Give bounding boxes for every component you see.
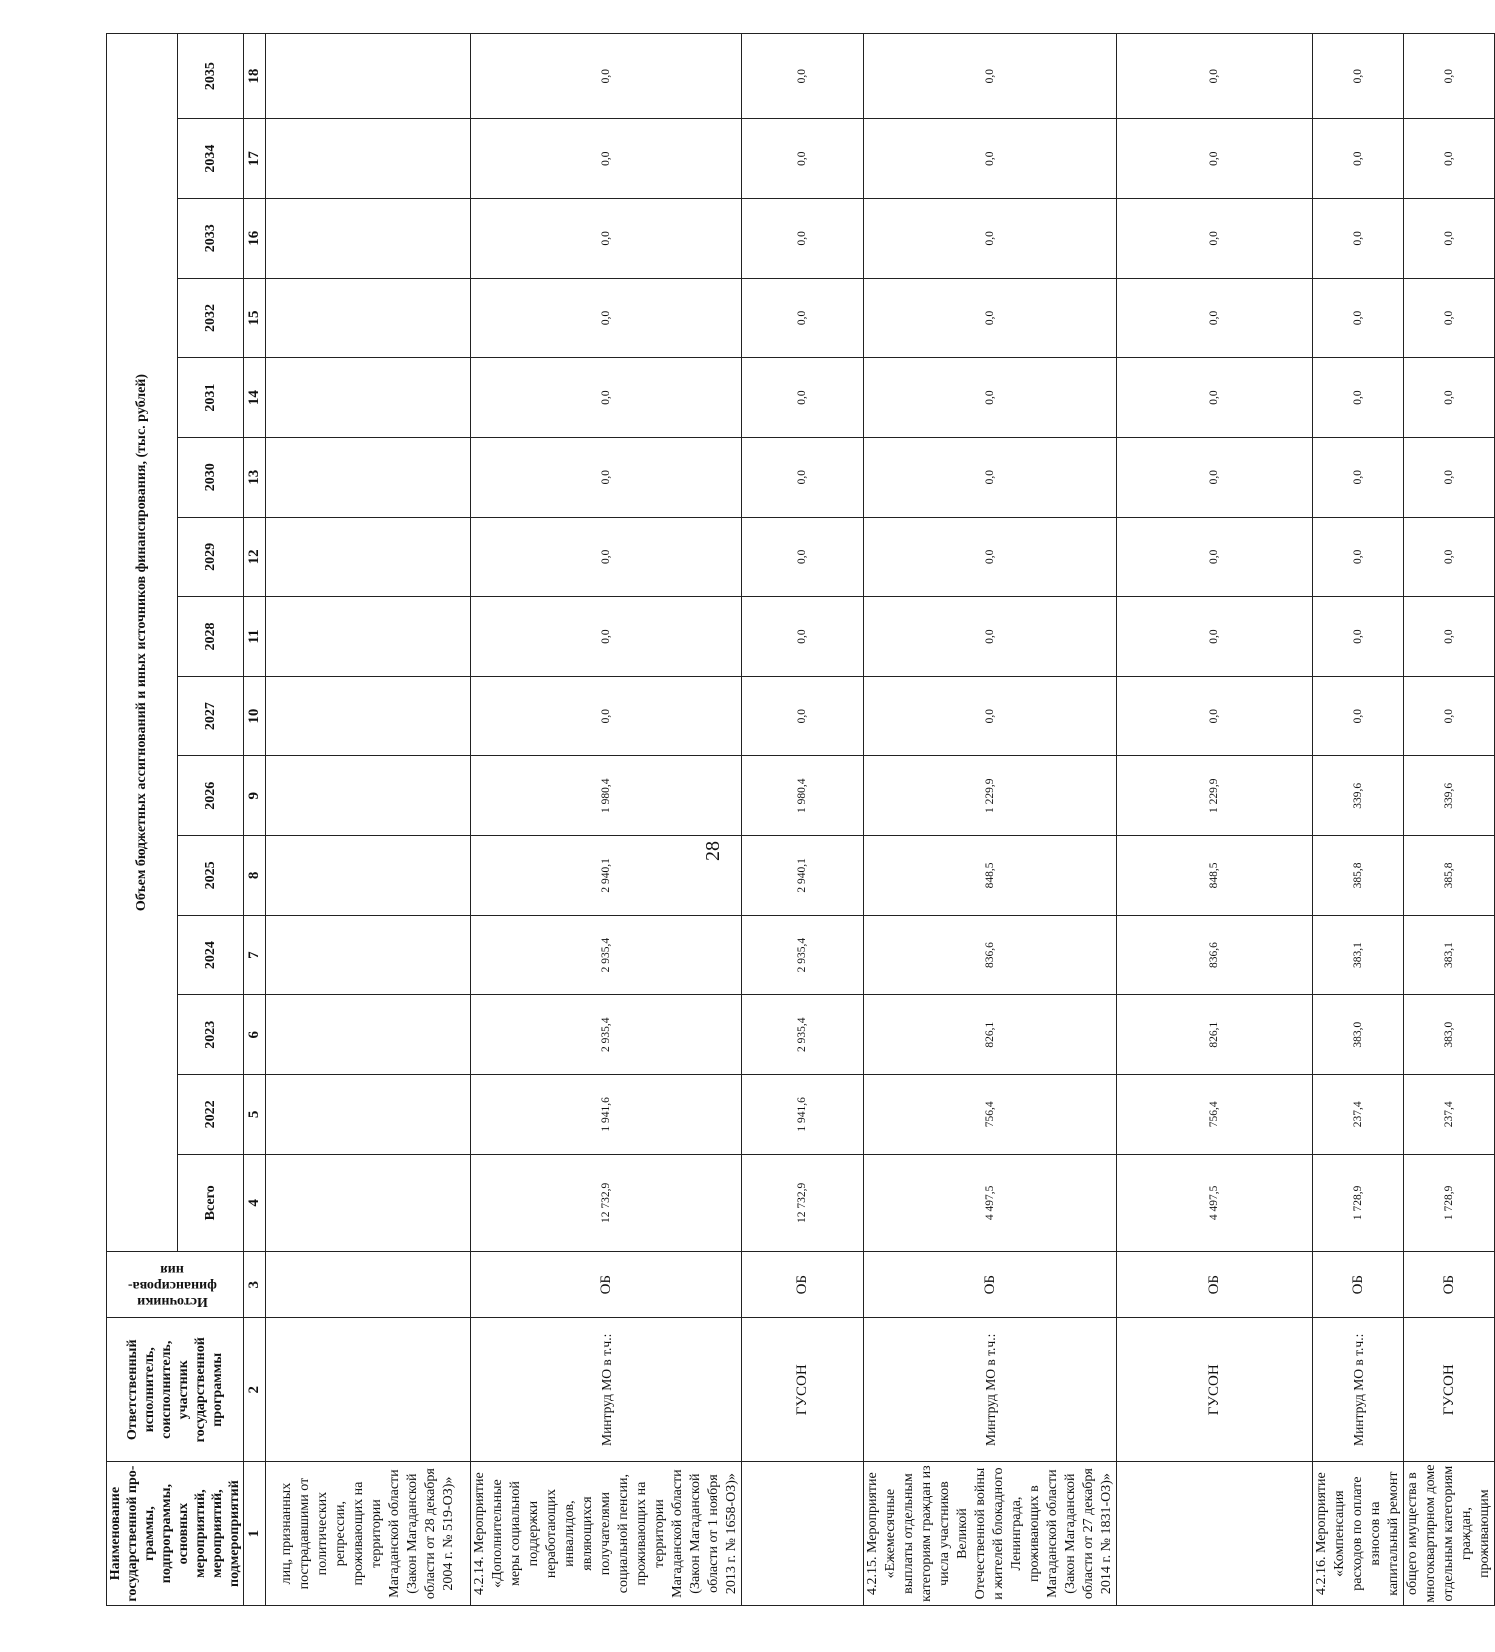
source-cell: ОБ (1313, 1252, 1404, 1318)
table-row (742, 34, 864, 1606)
column-number: 17 (244, 119, 266, 199)
year-value-cell: 0,0 (471, 597, 742, 677)
year-value-cell: 0,0 (1313, 517, 1404, 597)
header-year: 2027 (177, 676, 243, 756)
year-value-cell (266, 995, 471, 1075)
year-value-cell: 0,0 (1117, 676, 1313, 756)
year-value-cell: 0,0 (1117, 34, 1313, 119)
total-value-cell: 4 497,5 (1117, 1154, 1313, 1251)
year-value-cell: 0,0 (742, 517, 864, 597)
year-value-cell (266, 836, 471, 916)
measure-name-cell: лиц, признанных пострадавшими от политических репрессии, проживающих на территории Магаданской области (Закон Магаданской области от 28 декабря 2004 г. № 519-ОЗ)» (266, 1462, 471, 1606)
year-value-cell: 339,6 (1313, 756, 1404, 836)
year-value-cell: 0,0 (864, 34, 1117, 119)
year-value-cell: 0,0 (742, 119, 864, 199)
header-year: 2033 (177, 198, 243, 278)
header-year: 2028 (177, 597, 243, 677)
year-value-cell: 1 941,6 (471, 1075, 742, 1155)
year-value-cell: 2 935,4 (471, 995, 742, 1075)
year-value-cell: 756,4 (1117, 1075, 1313, 1155)
year-value-cell: 339,6 (1404, 756, 1495, 836)
year-value-cell: 0,0 (1404, 34, 1495, 119)
total-value-cell (266, 1154, 471, 1251)
year-value-cell: 0,0 (471, 358, 742, 438)
total-value-cell: 12 732,9 (471, 1154, 742, 1251)
column-number: 3 (244, 1252, 266, 1318)
year-value-cell: 237,4 (1404, 1075, 1495, 1155)
executor-cell: Минтруд МО в т.ч.: (864, 1318, 1117, 1462)
column-number: 5 (244, 1075, 266, 1155)
year-value-cell: 2 935,4 (742, 995, 864, 1075)
year-value-cell (266, 676, 471, 756)
year-value-cell (266, 119, 471, 199)
year-value-cell: 848,5 (1117, 836, 1313, 916)
year-value-cell: 0,0 (1313, 119, 1404, 199)
year-value-cell (266, 517, 471, 597)
year-value-cell: 756,4 (864, 1075, 1117, 1155)
header-total: Всего (177, 1154, 243, 1251)
year-value-cell: 1 980,4 (471, 756, 742, 836)
year-value-cell: 237,4 (1313, 1075, 1404, 1155)
financing-table (106, 33, 1495, 1606)
year-value-cell (266, 34, 471, 119)
year-value-cell (266, 597, 471, 677)
source-cell: ОБ (742, 1252, 864, 1318)
year-value-cell: 0,0 (1404, 597, 1495, 677)
page-number: 28 (702, 841, 724, 861)
source-cell: ОБ (1117, 1252, 1313, 1318)
measure-name-cell: общего имущества в многоквартирном доме отдельным категориям граждан, проживающим (1404, 1462, 1495, 1606)
year-value-cell: 0,0 (742, 34, 864, 119)
year-value-cell: 0,0 (1117, 358, 1313, 438)
year-value-cell: 0,0 (742, 437, 864, 517)
header-year: 2023 (177, 995, 243, 1075)
year-value-cell: 0,0 (864, 597, 1117, 677)
header-year: 2026 (177, 756, 243, 836)
year-value-cell: 383,0 (1313, 995, 1404, 1075)
table-row (1313, 34, 1404, 1606)
year-value-cell (266, 437, 471, 517)
year-value-cell: 1 229,9 (1117, 756, 1313, 836)
year-value-cell: 1 980,4 (742, 756, 864, 836)
total-value-cell: 1 728,9 (1313, 1154, 1404, 1251)
source-cell: ОБ (471, 1252, 742, 1318)
year-value-cell: 826,1 (1117, 995, 1313, 1075)
year-value-cell: 2 935,4 (742, 915, 864, 995)
year-value-cell: 2 935,4 (471, 915, 742, 995)
year-value-cell: 0,0 (742, 676, 864, 756)
year-value-cell: 0,0 (864, 278, 1117, 358)
year-value-cell: 0,0 (1313, 34, 1404, 119)
year-value-cell: 2 940,1 (471, 836, 742, 916)
year-value-cell: 0,0 (471, 676, 742, 756)
table-row (471, 34, 742, 1606)
year-value-cell: 0,0 (471, 198, 742, 278)
year-value-cell: 0,0 (1404, 119, 1495, 199)
column-number-row (244, 34, 266, 1606)
year-value-cell: 0,0 (864, 198, 1117, 278)
column-number: 9 (244, 756, 266, 836)
year-value-cell: 0,0 (1404, 437, 1495, 517)
header-volume-title: Объем бюджетных ассигнований и иных источников финансирования, (тыс. рублей) (107, 34, 178, 1252)
column-number: 18 (244, 34, 266, 119)
year-value-cell (266, 198, 471, 278)
header-year: 2024 (177, 915, 243, 995)
year-value-cell: 2 940,1 (742, 836, 864, 916)
year-value-cell: 0,0 (471, 517, 742, 597)
year-value-cell: 385,8 (1404, 836, 1495, 916)
year-value-cell: 0,0 (864, 517, 1117, 597)
column-number: 14 (244, 358, 266, 438)
header-year: 2030 (177, 437, 243, 517)
document-table-area (106, 33, 1492, 1606)
year-value-cell: 383,0 (1404, 995, 1495, 1075)
header-name: Наименование государственной про-граммы, подпрограммы, основных мероприятий, мероприятий, подмероприятий (107, 1462, 244, 1606)
header-year: 2034 (177, 119, 243, 199)
executor-cell: ГУСОН (1117, 1318, 1313, 1462)
measure-name-cell: 4.2.14. Мероприятие «Дополнительные меры социальной поддержки неработающих инвалидов, являющихся получателями социальной пенсии, проживающих на территории Магаданской области (Закон Магаданской области от 1 ноября 2013 г. № 1658-ОЗ)» (471, 1462, 742, 1606)
year-value-cell: 826,1 (864, 995, 1117, 1075)
year-value-cell: 0,0 (1117, 517, 1313, 597)
executor-cell: Минтруд МО в т.ч.: (1313, 1318, 1404, 1462)
year-value-cell: 0,0 (1313, 358, 1404, 438)
year-value-cell: 385,8 (1313, 836, 1404, 916)
rotated-page-content (106, 33, 1492, 1606)
year-value-cell: 0,0 (1313, 198, 1404, 278)
year-value-cell: 0,0 (1404, 198, 1495, 278)
header-year: 2025 (177, 836, 243, 916)
year-value-cell: 0,0 (864, 437, 1117, 517)
column-number: 15 (244, 278, 266, 358)
year-value-cell: 0,0 (742, 358, 864, 438)
header-year: 2022 (177, 1075, 243, 1155)
header-year: 2029 (177, 517, 243, 597)
measure-name-cell: 4.2.16. Мероприятие «Компенсация расходов по оплате взносов на капитальный ремонт (1313, 1462, 1404, 1606)
year-value-cell: 0,0 (864, 676, 1117, 756)
year-value-cell (266, 278, 471, 358)
table-row (864, 34, 1117, 1606)
year-value-cell: 0,0 (1404, 517, 1495, 597)
year-value-cell (266, 1075, 471, 1155)
year-value-cell: 1 941,6 (742, 1075, 864, 1155)
year-value-cell: 0,0 (471, 437, 742, 517)
table-row (1404, 34, 1495, 1606)
year-value-cell: 0,0 (471, 119, 742, 199)
column-number: 4 (244, 1154, 266, 1251)
header-year: 2031 (177, 358, 243, 438)
header-executor: Ответственный исполнитель, соисполнитель, участник государственной программы (107, 1318, 244, 1462)
header-source: Источники финансирова- ния (107, 1252, 244, 1318)
year-value-cell: 836,6 (864, 915, 1117, 995)
table-row (266, 34, 471, 1606)
total-value-cell: 1 728,9 (1404, 1154, 1495, 1251)
source-cell (266, 1252, 471, 1318)
year-value-cell: 0,0 (742, 597, 864, 677)
executor-cell: Минтруд МО в т.ч.: (471, 1318, 742, 1462)
year-value-cell: 0,0 (1404, 676, 1495, 756)
year-value-cell: 0,0 (1117, 437, 1313, 517)
measure-name-cell: 4.2.15. Мероприятие «Ежемесячные выплаты отдельным категориям граждан из числа участников Великой Отечественной войны и жителей блокадного Ленинграда, проживающих в Магаданской области (Закон Магаданской области от 27 декабря 2014 г. № 1831-ОЗ)» (864, 1462, 1117, 1606)
column-number: 13 (244, 437, 266, 517)
year-value-cell: 0,0 (1404, 278, 1495, 358)
source-cell: ОБ (864, 1252, 1117, 1318)
executor-cell (266, 1318, 471, 1462)
total-value-cell: 12 732,9 (742, 1154, 864, 1251)
year-value-cell: 0,0 (1117, 278, 1313, 358)
year-value-cell: 0,0 (1313, 597, 1404, 677)
executor-cell: ГУСОН (742, 1318, 864, 1462)
header-year: 2032 (177, 278, 243, 358)
year-value-cell: 0,0 (1313, 437, 1404, 517)
year-value-cell: 0,0 (1117, 198, 1313, 278)
year-value-cell: 0,0 (864, 119, 1117, 199)
year-value-cell: 383,1 (1404, 915, 1495, 995)
column-number: 11 (244, 597, 266, 677)
year-value-cell: 0,0 (471, 278, 742, 358)
year-value-cell: 0,0 (1313, 676, 1404, 756)
executor-cell: ГУСОН (1404, 1318, 1495, 1462)
year-value-cell: 848,5 (864, 836, 1117, 916)
year-value-cell: 0,0 (1117, 597, 1313, 677)
source-cell: ОБ (1404, 1252, 1495, 1318)
year-value-cell: 383,1 (1313, 915, 1404, 995)
column-number: 7 (244, 915, 266, 995)
measure-name-cell (742, 1462, 864, 1606)
column-number: 2 (244, 1318, 266, 1462)
year-value-cell: 0,0 (864, 358, 1117, 438)
header-year: 2035 (177, 34, 243, 119)
measure-name-cell (1117, 1462, 1313, 1606)
table-row (1117, 34, 1313, 1606)
total-value-cell: 4 497,5 (864, 1154, 1117, 1251)
year-value-cell: 0,0 (1404, 358, 1495, 438)
column-number: 1 (244, 1462, 266, 1606)
year-value-cell: 0,0 (742, 278, 864, 358)
year-value-cell: 0,0 (471, 34, 742, 119)
year-value-cell (266, 915, 471, 995)
column-number: 6 (244, 995, 266, 1075)
year-value-cell: 0,0 (1117, 119, 1313, 199)
year-value-cell: 1 229,9 (864, 756, 1117, 836)
column-number: 16 (244, 198, 266, 278)
column-number: 8 (244, 836, 266, 916)
column-number: 10 (244, 676, 266, 756)
year-value-cell: 0,0 (742, 198, 864, 278)
year-value-cell (266, 358, 471, 438)
year-value-cell (266, 756, 471, 836)
year-value-cell: 0,0 (1313, 278, 1404, 358)
year-value-cell: 836,6 (1117, 915, 1313, 995)
column-number: 12 (244, 517, 266, 597)
